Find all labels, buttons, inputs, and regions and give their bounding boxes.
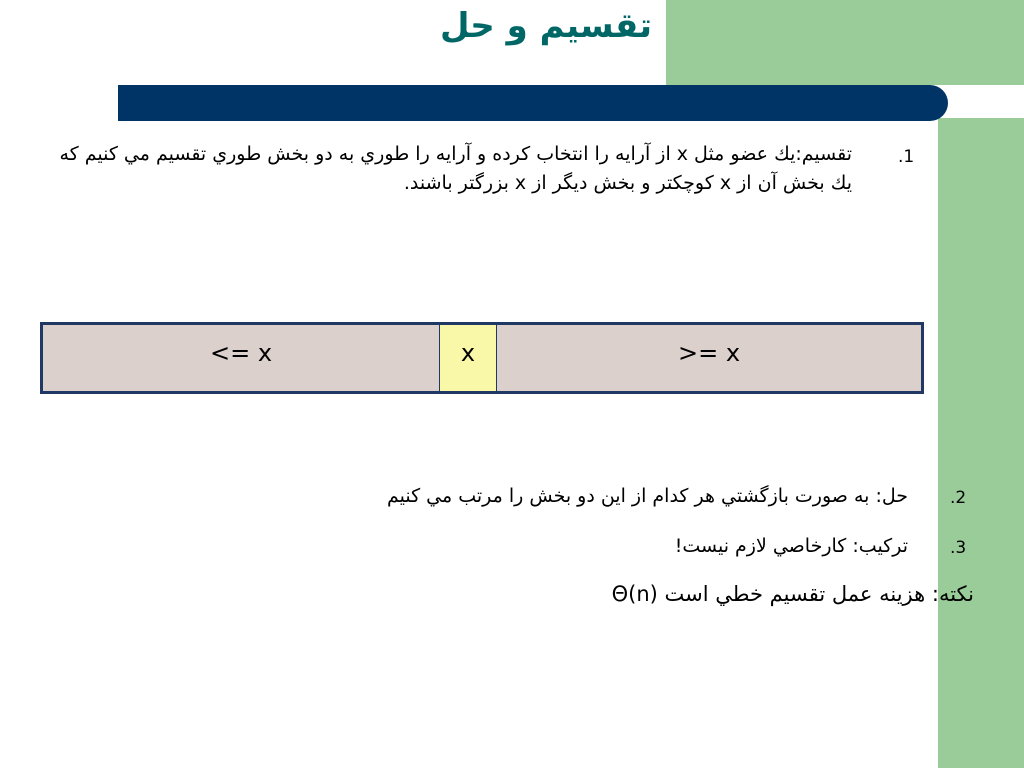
cell-pivot: x: [440, 325, 497, 391]
item-2-text: حل: به صورت بازگشتي هر كدام از اين دو بخش را مرتب مي كنيم: [386, 485, 908, 507]
item-2-number: .2: [950, 488, 967, 508]
cell-less-equal: <= x: [43, 325, 440, 391]
array-partition-table: [40, 322, 924, 394]
green-band-top: [666, 0, 1024, 85]
item-1-text: تقسيم:يك عضو مثل x از آرايه را انتخاب كرده و آرايه را طوري به دو بخش طوري تقسيم مي كنيم كه يك بخش آن از x كوچكتر و بخش ديگر از x بزرگتر باشند.: [59, 143, 852, 194]
cell-greater-equal: >= x: [497, 325, 921, 391]
title-underline-bar: [118, 85, 948, 121]
item-3-number: .3: [950, 538, 967, 558]
note-text: نكته: هزينه عمل تقسيم خطي است Θ(n): [611, 582, 974, 606]
item-3-text: تركيب: كارخاصي لازم نيست!: [674, 535, 908, 557]
green-band-right: [938, 118, 1024, 768]
item-1-number: .1: [898, 147, 915, 167]
slide-title: تقسيم و حل: [439, 6, 652, 46]
